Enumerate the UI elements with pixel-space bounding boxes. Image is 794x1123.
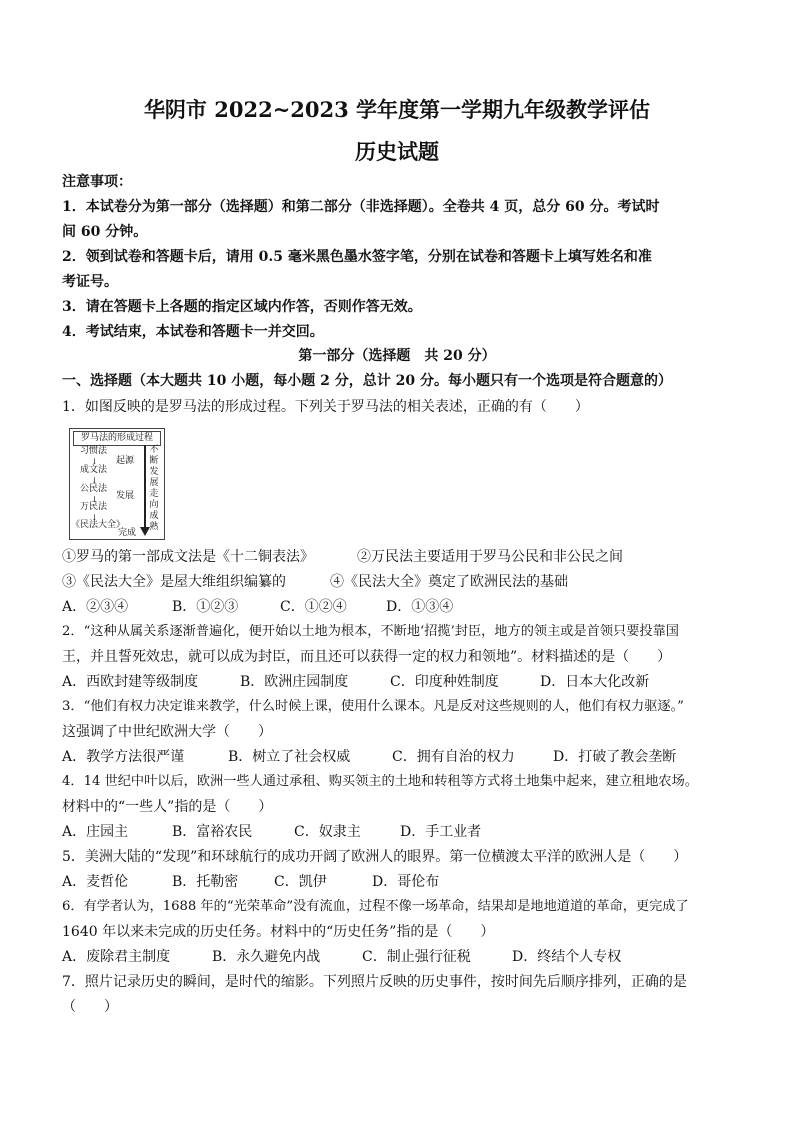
answer-option-a: A．废除君主制度 [62,949,171,965]
diagram-stage: 万民法 [80,502,108,512]
answer-option-c: C．印度种姓制度 [390,674,499,690]
answer-option-d: D．日本大化改新 [540,674,650,690]
answer-option-b: B．欧洲庄园制度 [240,674,349,690]
diagram-label-origin: 起源 [116,456,135,466]
diagram-title: 罗马法的形成过程 [73,431,161,446]
exam-title: 华阴市 2022~2023 学年度第一学期九年级教学评估 [143,97,651,122]
answer-option-b: B．①②③ [172,599,239,615]
statement: ①罗马的第一部成文法是《十二铜表法》 [62,549,314,565]
question-3-stem: 3．“他们有权力决定谁来教学，什么时候上课，使用什么课本。凡是反对这些规则的人，他们有权力驱逐。” [62,699,684,714]
answer-option-a: A．②③④ [62,599,129,615]
diagram-stage: 《民法大全》 [71,520,126,530]
question-7-stem: 7．照片记录历史的瞬间，是时代的缩影。下列照片反映的历史事件，按时间先后顺序排列，正确的是 [62,974,687,990]
diagram-stage: 习惯法 [80,446,108,456]
answer-option-b: B．托勒密 [172,874,239,890]
diagram-label-complete: 完成 [118,528,137,538]
answer-option-d: D．手工业者 [400,824,482,840]
question-4-stem: 材料中的“一些人”指的是（ ） [62,799,273,815]
answer-option-a: A．庄园主 [62,824,129,840]
statement: ②万民法主要适用于罗马公民和非公民之间 [357,549,623,565]
diagram-stage: 成文法 [80,465,108,475]
question-2-stem: 王，并且誓死效忠，就可以成为封臣，而且还可以获得一定的权力和领地”。材料描述的是（ ） [62,649,672,665]
statement: ④《民法大全》奠定了欧洲民法的基础 [330,574,568,590]
note-line: 3．请在答题卡上各题的指定区域内作答，否则作答无效。 [62,299,422,315]
diagram-vertical-label: 不断发展走向成熟 [149,445,159,532]
exam-subject: 历史试题 [355,139,439,164]
statement: ③《民法大全》是屋大维组织编纂的 [62,574,286,590]
answer-option-b: B．富裕农民 [172,824,253,840]
part1-heading: 第一部分（选择题 共 20 分） [298,348,496,364]
question-2-stem: 2．“这种从属关系逐渐普遍化，便开始以土地为根本，不断地‘招揽’封臣，地方的领主或是首领只要投靠国 [62,624,679,639]
note-line: 考证号。 [62,274,118,290]
question-3-stem: 这强调了中世纪欧洲大学（ ） [62,724,272,740]
answer-option-d: D．哥伦布 [372,874,440,890]
down-arrow-icon: ↓ [91,513,98,522]
note-line: 1．本试卷分为第一部分（选择题）和第二部分（非选择题）。全卷共 4 页，总分 60 分。考试时 [62,199,660,215]
diagram-stage: 公民法 [80,484,108,494]
answer-option-c: C．凯伊 [274,874,327,890]
down-arrow-icon: ↓ [91,476,98,485]
answer-option-a: A．麦哲伦 [62,874,129,890]
question-7-stem: （ ） [62,999,118,1015]
answer-option-c: C．拥有自治的权力 [392,749,515,765]
question-4-stem: 4．14 世纪中叶以后，欧洲一些人通过承租、购买领主的土地和转租等方式将土地集中起来，建立租地农场。 [62,774,698,789]
note-line: 4．考试结束，本试卷和答题卡一并交回。 [62,324,324,340]
section-heading: 一、选择题（本大题共 10 小题，每小题 2 分，总计 20 分。每小题只有一个选项是符合题意的） [62,373,672,389]
roman-law-diagram [69,428,165,540]
answer-option-d: D．打破了教会垄断 [553,749,677,765]
diagram-label-develop: 发展 [116,491,135,501]
question-6-stem: 6．有学者认为，1688 年的“光荣革命”没有流血，过程不像一场革命，结果却是地地道道的革命，更完成了 [62,899,689,914]
question-1-stem: 1．如图反映的是罗马法的形成过程。下列关于罗马法的相关表述，正确的有（ ） [62,399,589,415]
answer-option-b: B．树立了社会权威 [228,749,351,765]
diagram-arrow-line [144,445,146,529]
question-5-stem: 5．美洲大陆的“发现”和环球航行的成功开阔了欧洲人的眼界。第一位横渡太平洋的欧洲人是（ ） [62,849,688,865]
answer-option-b: B．永久避免内战 [212,949,321,965]
down-arrow-icon: ↓ [91,457,98,466]
answer-option-d: D．终结个人专权 [512,949,622,965]
notes-heading: 注意事项： [62,174,132,190]
answer-option-c: C．制止强行征税 [362,949,471,965]
note-line: 2．领到试卷和答题卡后，请用 0.5 毫米黑色墨水签字笔，分别在试卷和答题卡上填写姓名和准 [62,249,652,265]
note-line: 间 60 分钟。 [62,224,148,240]
answer-option-a: A．西欧封建等级制度 [62,674,199,690]
answer-option-a: A．教学方法很严谨 [62,749,185,765]
question-6-stem: 1640 年以来未完成的历史任务。材料中的“历史任务”指的是（ ） [62,924,495,940]
answer-option-c: C．①②④ [280,599,347,615]
down-arrow-icon: ↓ [91,495,98,504]
answer-option-d: D．①③④ [386,599,454,615]
answer-option-c: C．奴隶主 [294,824,361,840]
